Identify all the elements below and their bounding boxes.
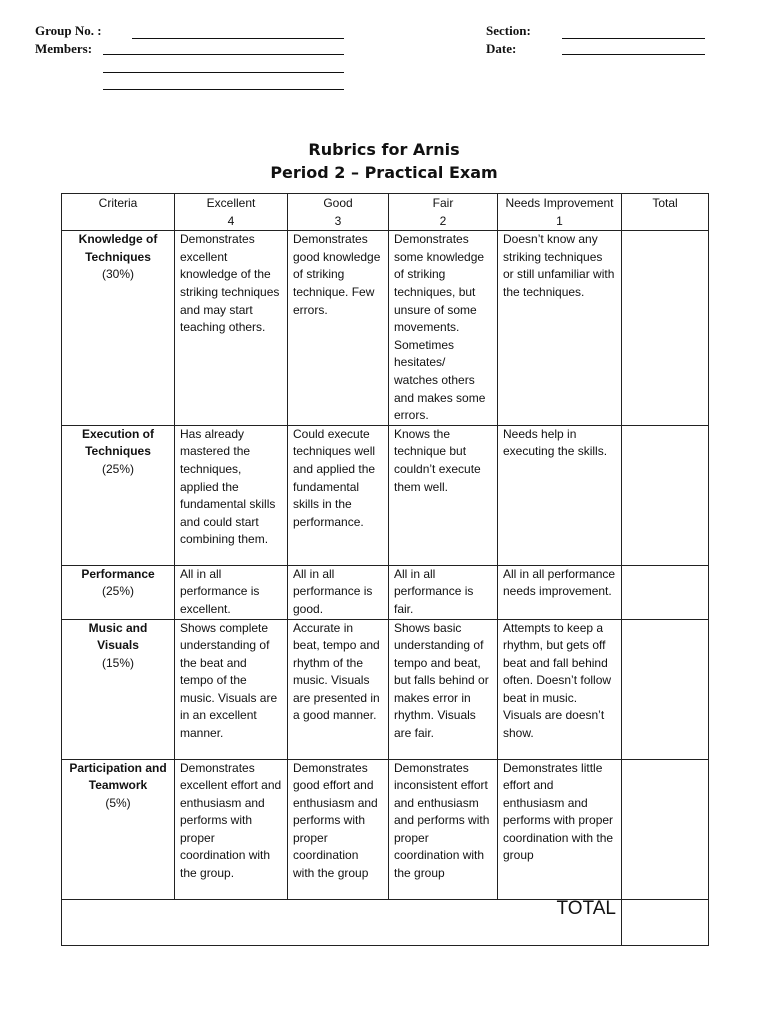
fair-cell: Demonstrates some knowledge of striking techniques, but unsure of some movements. Sometimes hesitates/ watches others and makes some errors. bbox=[389, 231, 498, 426]
table-row bbox=[62, 759, 709, 899]
total-cell[interactable] bbox=[622, 619, 709, 759]
table-row bbox=[62, 619, 709, 759]
group-no-field[interactable] bbox=[132, 38, 344, 39]
good-cell: Demonstrates good knowledge of striking technique. Few errors. bbox=[288, 231, 389, 426]
members-field-1[interactable] bbox=[103, 54, 344, 55]
column-header-good: Good 3 bbox=[288, 194, 389, 231]
date-field[interactable] bbox=[562, 54, 705, 55]
members-field-3[interactable] bbox=[103, 89, 344, 90]
page-subtitle: Period 2 – Practical Exam bbox=[270, 163, 498, 182]
section-label: Section: bbox=[486, 23, 531, 38]
total-cell[interactable] bbox=[622, 425, 709, 565]
fair-cell: Shows basic understanding of tempo and beat, but falls behind or makes error in rhythm. Visuals are fair. bbox=[389, 619, 498, 759]
total-row bbox=[62, 899, 709, 945]
members-label: Members: bbox=[35, 41, 93, 56]
column-header-total: Total bbox=[622, 194, 709, 231]
table-row bbox=[62, 425, 709, 565]
grand-total-cell[interactable] bbox=[622, 899, 709, 945]
fair-cell: Knows the technique but couldn’t execute them well. bbox=[389, 425, 498, 565]
column-header-needs-improvement: Needs Improvement 1 bbox=[498, 194, 622, 231]
criterion-cell: Participation and Teamwork (5%) bbox=[62, 759, 175, 899]
criterion-cell: Music and Visuals (15%) bbox=[62, 619, 175, 759]
excellent-cell: Demonstrates excellent knowledge of the striking techniques and may start teaching others. bbox=[175, 231, 288, 426]
total-label: TOTAL bbox=[62, 899, 622, 945]
good-cell: Accurate in beat, tempo and rhythm of the music. Visuals are presented in a good manner. bbox=[288, 619, 389, 759]
needs-improvement-cell: Needs help in executing the skills. bbox=[498, 425, 622, 565]
column-header-criteria: Criteria bbox=[62, 194, 175, 231]
excellent-cell: Shows complete understanding of the beat and tempo of the music. Visuals are in an excellent manner. bbox=[175, 619, 288, 759]
needs-improvement-cell: Doesn’t know any striking techniques or still unfamiliar with the techniques. bbox=[498, 231, 622, 426]
good-cell: All in all performance is good. bbox=[288, 565, 389, 619]
excellent-cell: Demonstrates excellent effort and enthusiasm and performs with proper coordination with the group. bbox=[175, 759, 288, 899]
fair-cell: Demonstrates inconsistent effort and enthusiasm and performs with proper coordination with the group bbox=[389, 759, 498, 899]
section-field[interactable] bbox=[562, 38, 705, 39]
page-title: Rubrics for Arnis bbox=[308, 140, 460, 159]
needs-improvement-cell: All in all performance needs improvement. bbox=[498, 565, 622, 619]
group-no-label: Group No. : bbox=[35, 23, 102, 38]
total-cell[interactable] bbox=[622, 759, 709, 899]
total-cell[interactable] bbox=[622, 231, 709, 426]
date-label: Date: bbox=[486, 41, 517, 56]
excellent-cell: Has already mastered the techniques, applied the fundamental skills and could start combining them. bbox=[175, 425, 288, 565]
good-cell: Demonstrates good effort and enthusiasm and performs with proper coordination with the group bbox=[288, 759, 389, 899]
column-header-excellent: Excellent 4 bbox=[175, 194, 288, 231]
needs-improvement-cell: Demonstrates little effort and enthusiasm and performs with proper coordination with the group bbox=[498, 759, 622, 899]
excellent-cell: All in all performance is excellent. bbox=[175, 565, 288, 619]
good-cell: Could execute techniques well and applied the fundamental skills in the performance. bbox=[288, 425, 389, 565]
criterion-cell: Performance (25%) bbox=[62, 565, 175, 619]
fair-cell: All in all performance is fair. bbox=[389, 565, 498, 619]
table-row bbox=[62, 231, 709, 426]
members-field-2[interactable] bbox=[103, 72, 344, 73]
needs-improvement-cell: Attempts to keep a rhythm, but gets off beat and fall behind often. Doesn’t follow beat in music. Visuals are doesn’t show. bbox=[498, 619, 622, 759]
total-cell[interactable] bbox=[622, 565, 709, 619]
rubric-table bbox=[61, 193, 709, 946]
table-header-row bbox=[62, 194, 709, 231]
column-header-fair: Fair 2 bbox=[389, 194, 498, 231]
table-row bbox=[62, 565, 709, 619]
criterion-cell: Knowledge of Techniques (30%) bbox=[62, 231, 175, 426]
criterion-cell: Execution of Techniques (25%) bbox=[62, 425, 175, 565]
